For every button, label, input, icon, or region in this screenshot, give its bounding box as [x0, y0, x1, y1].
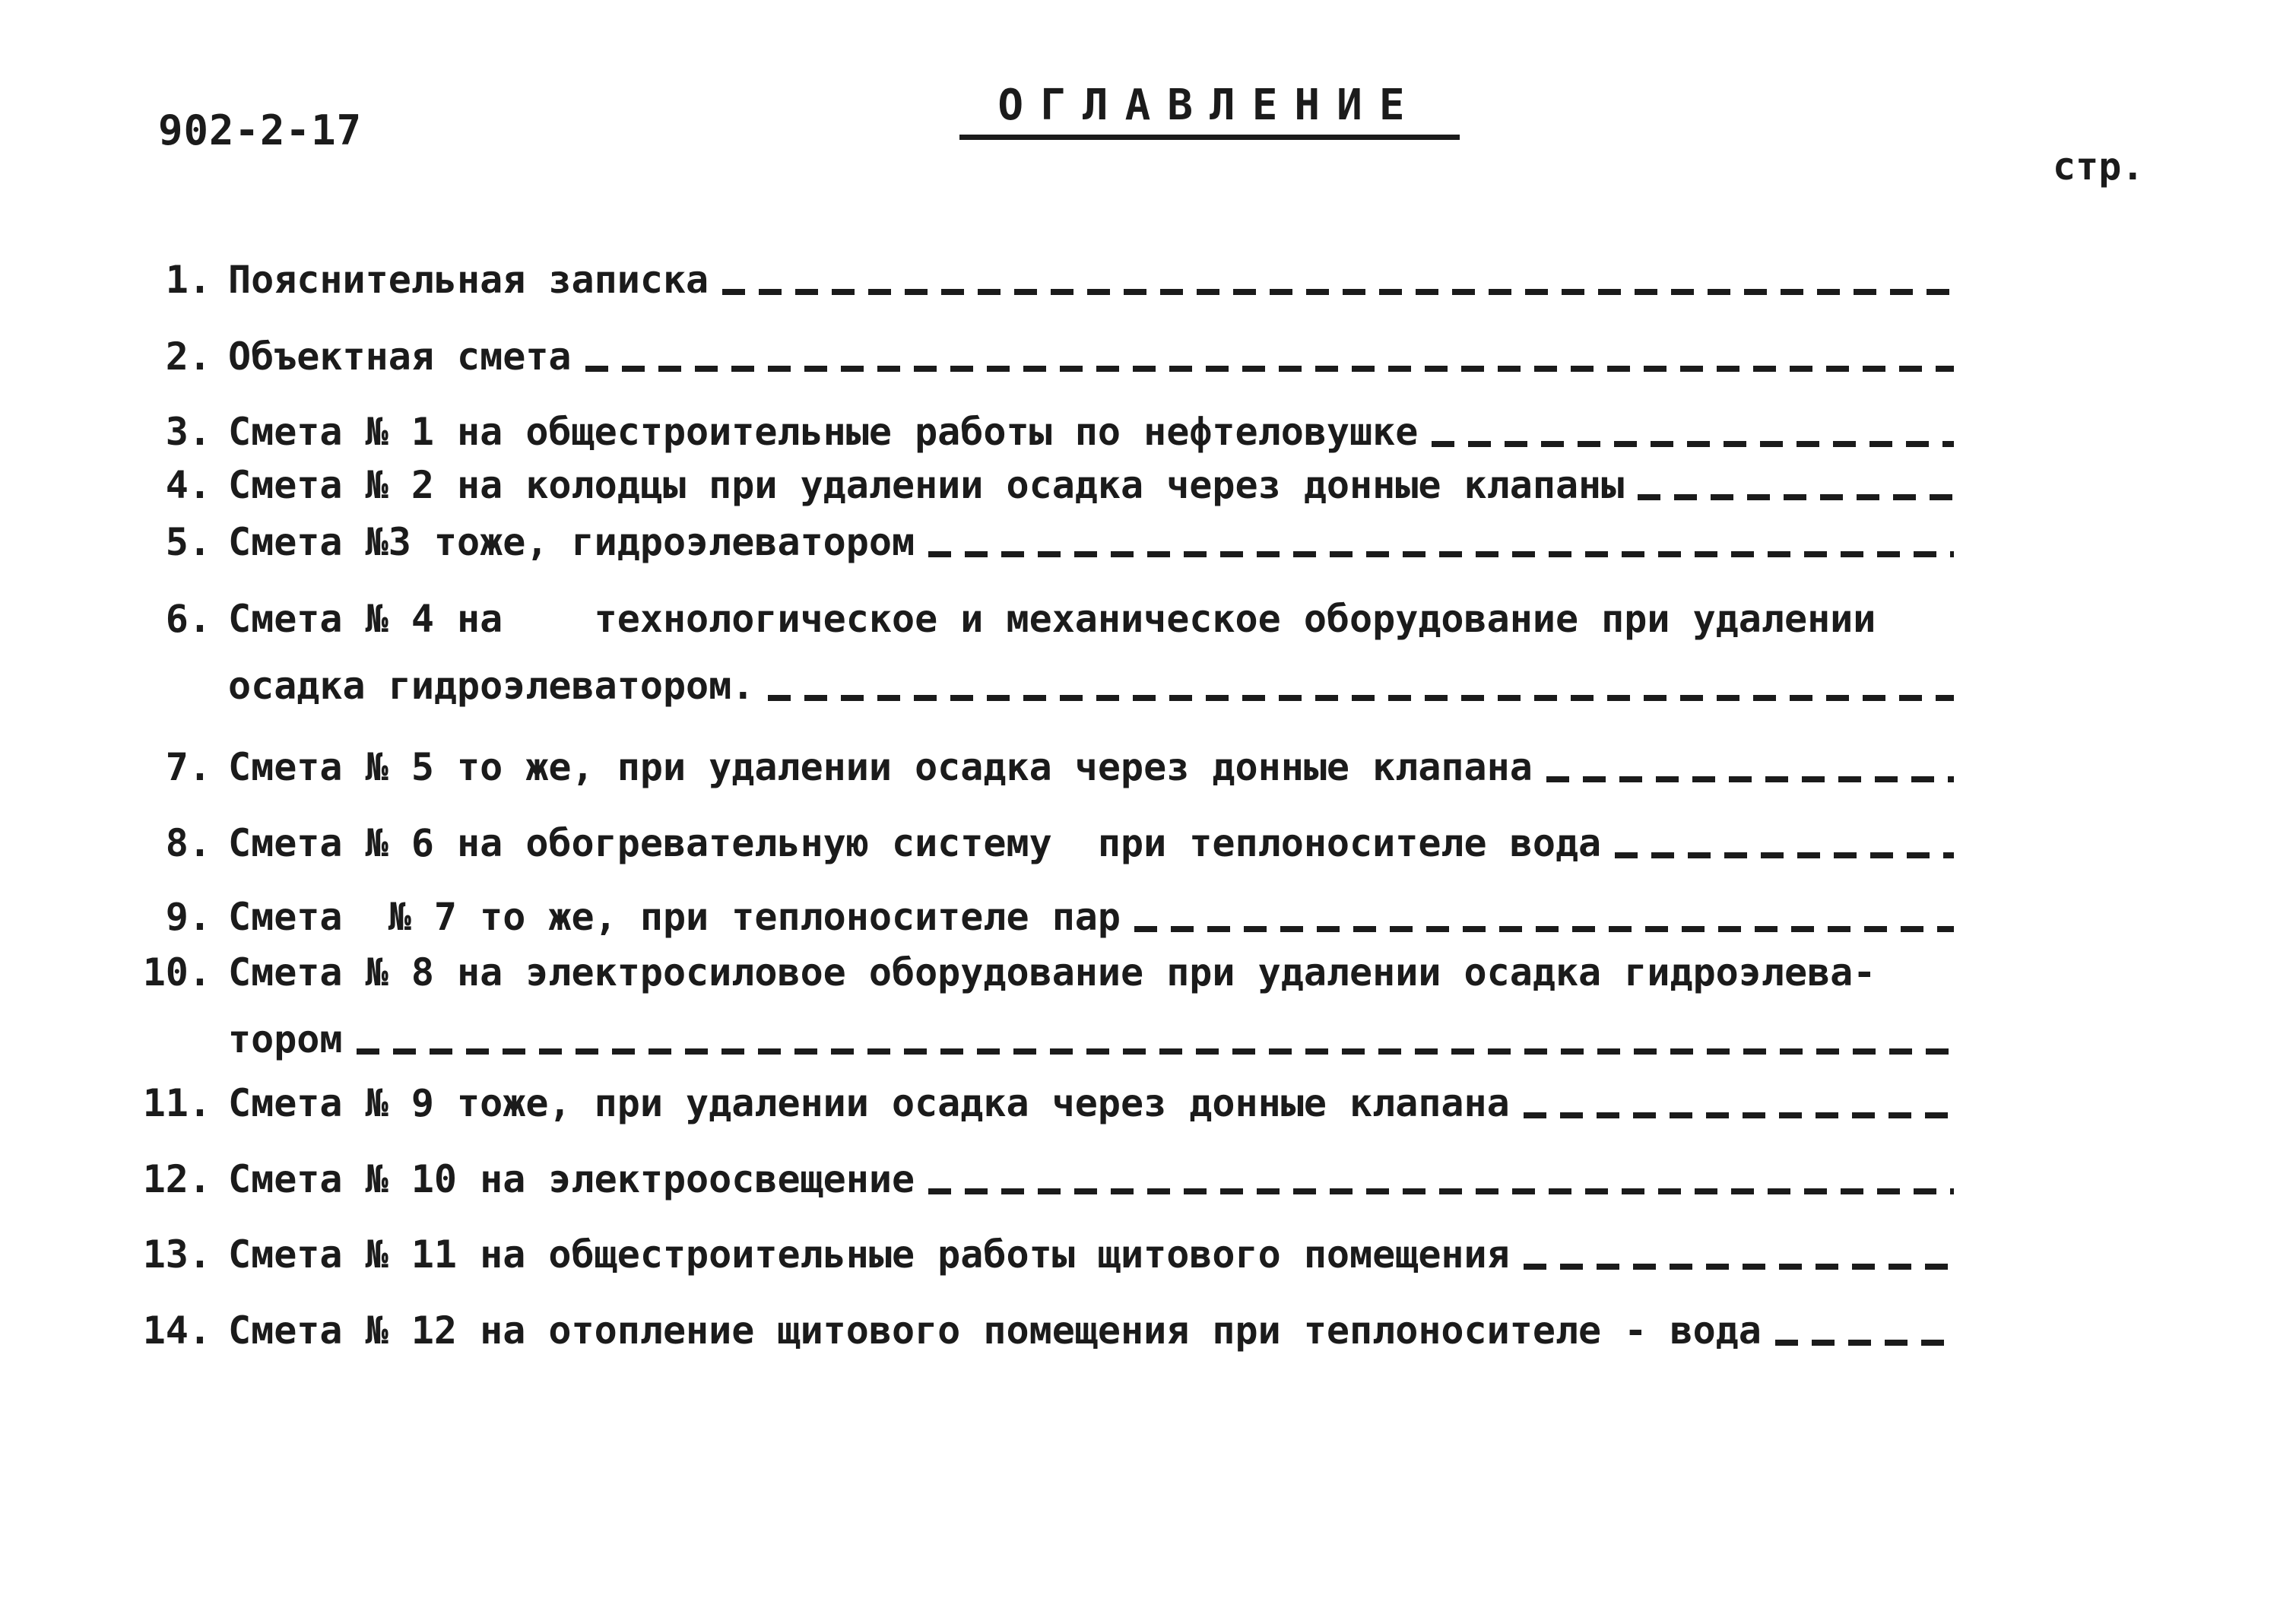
- dot-leader: [1638, 494, 1954, 500]
- toc-item-number: 9.: [165, 895, 211, 939]
- toc-item-number: 2.: [165, 335, 211, 379]
- toc-item: [129, 585, 1954, 719]
- toc-item: [129, 509, 1954, 576]
- dot-leader: [1615, 852, 1954, 858]
- toc-item-number: 3.: [165, 410, 211, 454]
- toc-item: [129, 1221, 1954, 1288]
- toc-item-title: Пояснительная записка: [228, 258, 709, 302]
- toc-item: [129, 939, 1954, 1073]
- toc-item-number: 4.: [165, 463, 211, 507]
- toc-item-title: Смета № 5 то же, при удалении осадка через донные клапана: [228, 745, 1533, 789]
- toc-item-number: 7.: [165, 745, 211, 789]
- toc-item-number: 6.: [165, 597, 211, 641]
- dot-leader: [928, 551, 1954, 557]
- toc-item-title: Смета №3 тоже, гидроэлеватором: [228, 520, 915, 564]
- toc-item-title: Смета № 12 на отопление щитового помещения при теплоносителе - вода: [228, 1308, 1762, 1353]
- toc-item-title: Смета № 7 то же, при теплоносителе пар: [228, 895, 1121, 939]
- toc-item-number: 14.: [142, 1308, 211, 1353]
- dot-leader: [1524, 1264, 1954, 1270]
- toc-item-title: Смета № 8 на электросиловое оборудование при удалении осадка гидроэлева-: [228, 950, 1876, 994]
- dot-leader: [722, 289, 1954, 295]
- toc-item-title: Смета № 11 на общестроительные работы щитового помещения: [228, 1232, 1510, 1277]
- dot-leader: [768, 695, 1954, 701]
- dot-leader: [1775, 1340, 1954, 1346]
- document-code: 902-2-17: [158, 106, 363, 154]
- dot-leader: [585, 366, 1954, 372]
- dot-leader: [1134, 926, 1954, 932]
- toc-item-number: 5.: [165, 520, 211, 564]
- toc-item-title: Смета № 9 тоже, при удалении осадка через донные клапана: [228, 1081, 1510, 1125]
- toc-item-number: 11.: [142, 1081, 211, 1125]
- toc-item-number: 10.: [142, 950, 211, 994]
- toc-item: [129, 734, 1954, 801]
- dot-leader: [928, 1188, 1954, 1194]
- toc-item-title: Смета № 1 на общестроительные работы по нефтеловушке: [228, 410, 1419, 454]
- toc-item-title: Объектная смета: [228, 335, 572, 379]
- dot-leader: [1432, 441, 1954, 447]
- toc-item-title: Смета № 10 на электроосвещение: [228, 1157, 915, 1201]
- toc-item: [129, 323, 1954, 390]
- toc-item-title-continued: осадка гидроэлеватором.: [228, 664, 755, 708]
- toc-item-title: Смета № 6 на обогревательную систему при теплоносителе вода: [228, 821, 1602, 865]
- dot-leader: [1546, 776, 1954, 782]
- toc-item: [129, 810, 1954, 877]
- toc-item-number: 13.: [142, 1232, 211, 1277]
- toc-item: [129, 1297, 1954, 1364]
- toc-item: [129, 1070, 1954, 1137]
- toc-item: [129, 246, 1954, 313]
- toc-item-title: Смета № 2 на колодцы при удалении осадка через донные клапаны: [228, 463, 1625, 507]
- toc-item-number: 1.: [165, 258, 211, 302]
- toc-item-title: Смета № 4 на технологическое и механическое оборудование при удалении: [228, 597, 1876, 641]
- page-column-label: стр.: [2053, 144, 2145, 189]
- toc-item-number: 8.: [165, 821, 211, 865]
- page-title: ОГЛАВЛЕНИЕ: [959, 81, 1460, 140]
- dot-leader: [1524, 1112, 1954, 1118]
- toc-item-title-continued: тором: [228, 1017, 343, 1061]
- toc-item: [129, 1146, 1954, 1213]
- dot-leader: [357, 1048, 1954, 1055]
- toc-item-number: 12.: [142, 1157, 211, 1201]
